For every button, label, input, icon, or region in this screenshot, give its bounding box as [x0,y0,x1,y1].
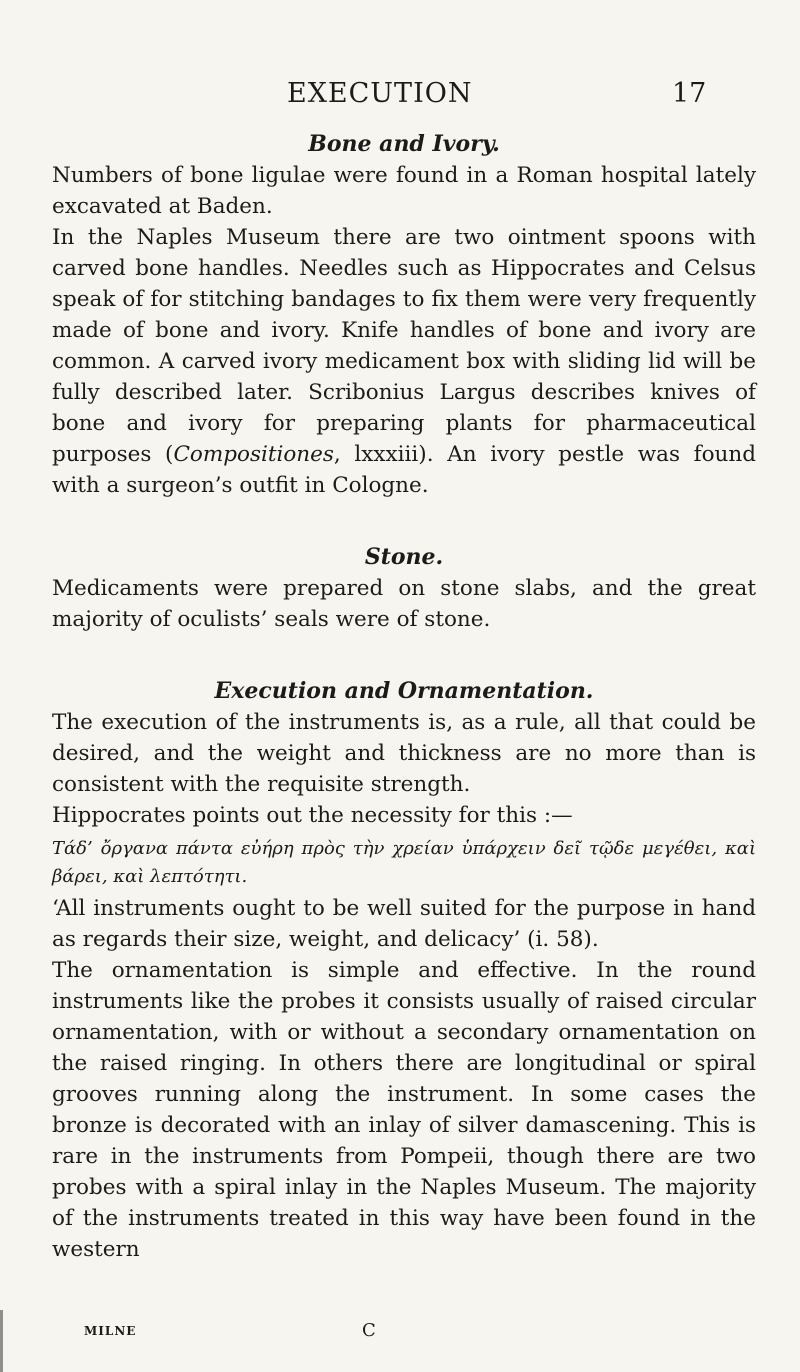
compositiones-title: Compositiones [173,442,334,467]
greek-quotation: Τάδ’ ὄργανα πάντα εὐήρη πρὸς τὴν χρείαν ὑπάρχειν δεῖ τῷδε μεγέθει, καὶ βάρει, καὶ λεπτότητι. [52,838,756,887]
paragraph-naples-museum-end: , lxxxiii). An ivory pestle was found with a surgeon’s outfit in Cologne. [52,442,756,498]
paragraph-hippocrates: Hippocrates points out the necessity for this :— [52,803,573,828]
page-body [52,128,756,1265]
sheet-mark: C [362,1320,376,1341]
heading-bone-ivory: Bone and Ivory. [308,131,500,157]
translation-quotation: ‘All instruments ought to be well suited for the purpose in hand as regards their size, weight, and delicacy’ (i. 58). [52,896,756,952]
running-title: EXECUTION [287,78,473,109]
heading-execution: Execution and Ornamentation. [214,678,594,704]
page-number: 17 [672,78,707,109]
paragraph-naples-museum [52,222,756,501]
heading-stone: Stone. [364,544,444,570]
paragraph-bone-ligulae: Numbers of bone ligulae were found in a Roman hospital lately excavated at Baden. [52,163,756,219]
paragraph-ornamentation: The ornamentation is simple and effective. In the round instruments like the probes it consists usually of raised circular ornamentation, with or without a secondary ornamentation on the raised ringing. In others there are longitudinal or spiral grooves running along the instrument. In some cases the bronze is decorated with an inlay of silver damascening. This is rare in the instruments from Pompeii, though there are two probes with a spiral inlay in the Naples Museum. The majority of the instruments treated in this way have been found in the western [52,958,756,1262]
printer-signature: MILNE [84,1324,137,1338]
page-edge-line [0,1310,3,1372]
page-footer [84,1316,724,1346]
paragraph-stone: Medicaments were prepared on stone slabs, and the great majority of oculists’ seals were of stone. [52,576,756,632]
page-header [0,78,800,118]
paragraph-naples-museum-text: In the Naples Museum there are two ointment spoons with carved bone handles. Needles such as Hippocrates and Celsus speak of for stitching bandages to fix them were very frequently made of bone and ivory. Knife handles of bone and ivory are common. A carved ivory medicament box with sliding lid will be fully described later. Scribonius Largus describes knives of bone and ivory for preparing plants for pharmaceutical purposes ( [52,225,756,467]
paragraph-execution: The execution of the instruments is, as a rule, all that could be desired, and the weight and thickness are no more than is consistent with the requisite strength. [52,710,756,797]
